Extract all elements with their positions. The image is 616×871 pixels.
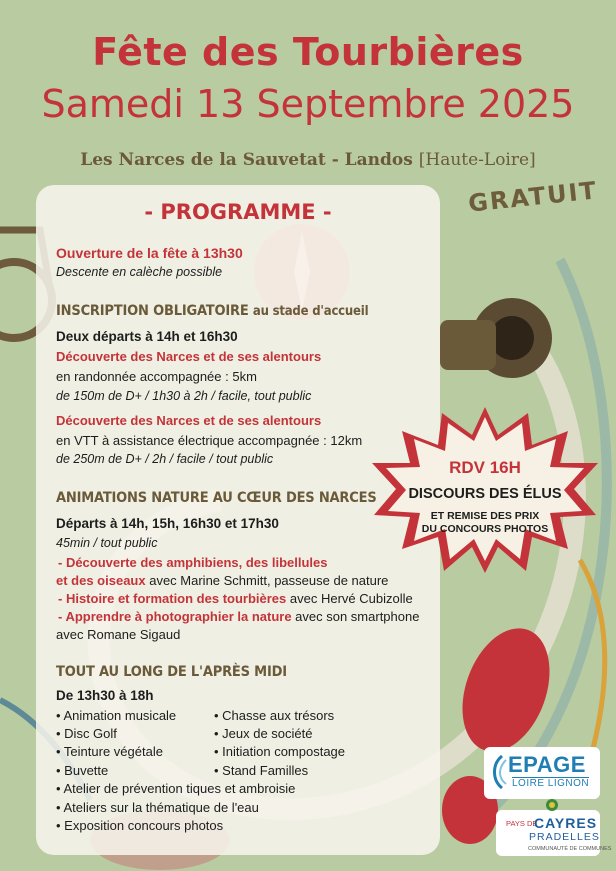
free-label: GRATUIT	[466, 176, 600, 218]
list-item: • Disc Golf	[56, 726, 117, 741]
epage-logo-text: EPAGE	[508, 752, 586, 777]
list-item: • Stand Familles	[214, 763, 309, 778]
epage-wave-icon	[490, 754, 508, 790]
rdv-awards	[385, 510, 585, 536]
bike-description: en VTT à assistance électrique accompagnée : 12km	[56, 433, 363, 448]
location-main: Les Narces de la Sauvetat - Landos	[80, 150, 413, 170]
program-heading: - PROGRAMME -	[144, 200, 332, 224]
registration-departures: Deux départs à 14h et 16h30	[56, 329, 238, 344]
registration-heading-main: INSCRIPTION OBLIGATOIRE	[56, 303, 249, 319]
activity-3-title: - Apprendre à photographier la nature	[58, 609, 292, 624]
rdv-time: RDV 16H	[449, 458, 521, 477]
activity-2-host: avec Hervé Cubizolle	[286, 591, 413, 606]
activity-1-title: - Découverte des amphibiens, des libellules	[58, 555, 328, 570]
afternoon-hours: De 13h30 à 18h	[56, 688, 154, 703]
afternoon-heading: TOUT AU LONG DE L'APRÈS MIDI	[56, 664, 287, 680]
activity-2	[58, 591, 413, 606]
location-region: [Haute-Loire]	[418, 150, 536, 170]
event-date: Samedi 13 Septembre 2025	[41, 82, 575, 126]
nature-departures: Départs à 14h, 15h, 16h30 et 17h30	[56, 516, 279, 531]
event-location	[0, 150, 616, 170]
list-item: • Teinture végétale	[56, 744, 163, 759]
list-item: • Animation musicale	[56, 708, 177, 723]
opening-title: Ouverture de la fête à 13h30	[56, 245, 243, 261]
event-title: Fête des Tourbières	[92, 30, 524, 74]
activity-3-host: avec Romane Sigaud	[56, 627, 181, 642]
list-item: • Ateliers sur la thématique de l'eau	[56, 800, 259, 815]
activity-3-desc: avec son smartphone	[291, 609, 420, 624]
activity-1-line2	[56, 573, 388, 588]
list-item: • Exposition concours photos	[56, 818, 224, 833]
registration-heading	[56, 303, 368, 319]
nature-heading: ANIMATIONS NATURE AU CŒUR DES NARCES	[56, 490, 377, 506]
cayres-sub: PRADELLES	[529, 831, 600, 843]
cayres-main: CAYRES	[534, 815, 598, 831]
cayres-small: COMMUNAUTÉ DE COMMUNES	[528, 846, 612, 852]
rdv-awards-line1: ET REMISE DES PRIX	[430, 510, 540, 522]
list-item: • Initiation compostage	[214, 744, 346, 759]
cayres-emblem-icon	[542, 798, 562, 812]
rdv-speech: DISCOURS DES ÉLUS	[408, 486, 562, 502]
nature-duration: 45min / tout public	[56, 536, 158, 550]
list-item: • Chasse aux trésors	[214, 708, 335, 723]
bike-title: Découverte des Narces et de ses alentours	[56, 413, 322, 428]
list-item: • Atelier de prévention tiques et ambroisie	[56, 781, 296, 796]
activity-1-host: avec Marine Schmitt, passeuse de nature	[145, 573, 389, 588]
hike-details: de 150m de D+ / 1h30 à 2h / facile, tout public	[56, 389, 312, 403]
activity-1-title-cont: et des oiseaux	[56, 573, 146, 588]
list-item: • Jeux de société	[214, 726, 313, 741]
list-item: • Buvette	[56, 763, 109, 778]
rdv-awards-line2: DU CONCOURS PHOTOS	[421, 523, 549, 535]
activity-2-title: - Histoire et formation des tourbières	[58, 591, 287, 606]
cayres-prefix: PAYS DE	[506, 819, 538, 828]
bike-details: de 250m de D+ / 2h / facile / tout public	[56, 452, 274, 466]
hike-title: Découverte des Narces et de ses alentours	[56, 349, 322, 364]
epage-logo-subtext: LOIRE LIGNON	[512, 778, 590, 789]
hike-description: en randonnée accompagnée : 5km	[56, 369, 257, 384]
opening-note: Descente en calèche possible	[56, 265, 223, 279]
activity-3	[58, 609, 419, 624]
registration-heading-suffix: au stade d'accueil	[252, 304, 369, 319]
